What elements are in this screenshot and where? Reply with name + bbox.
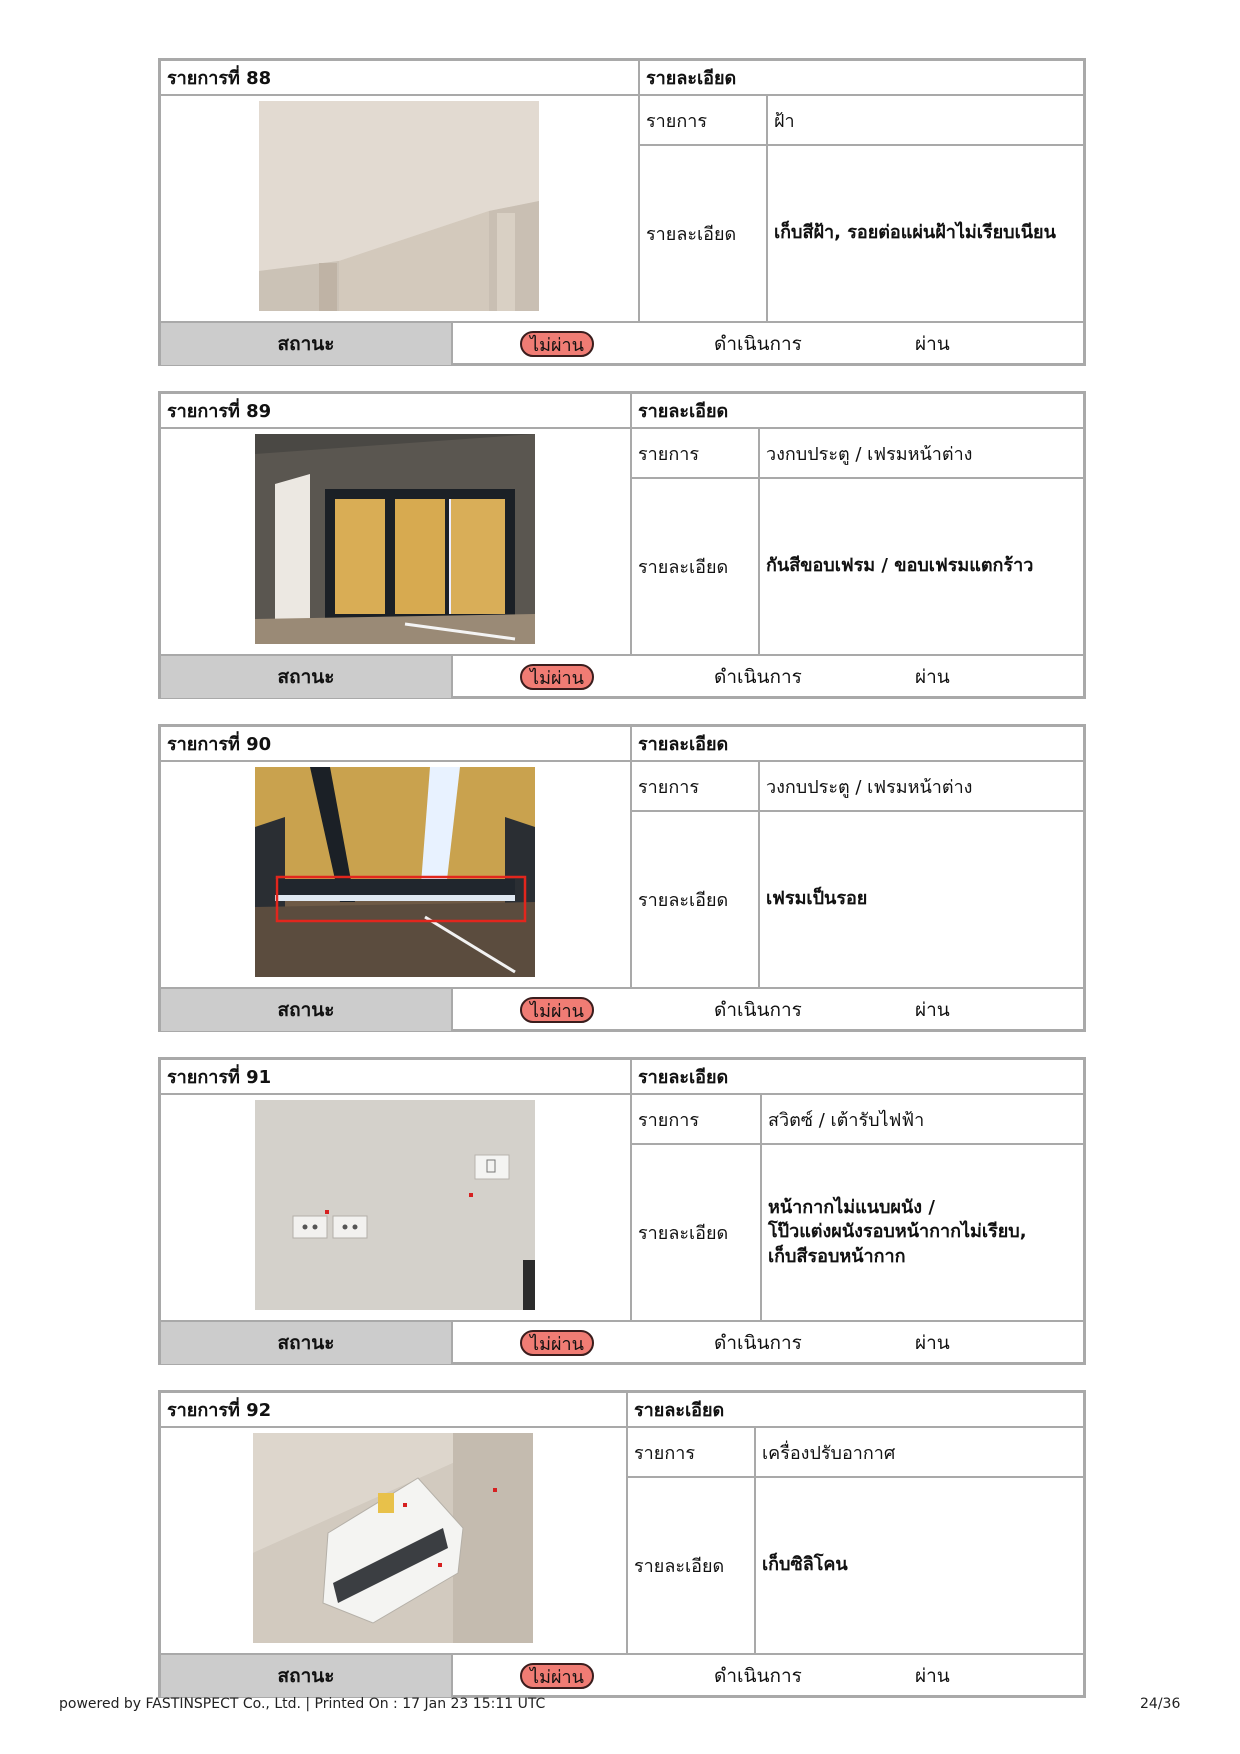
status-pass-option[interactable]: ผ่าน	[915, 1332, 950, 1354]
status-fail-badge[interactable]: ไม่ผ่าน	[520, 331, 594, 357]
item-value: ฝ้า	[766, 96, 1083, 146]
ceiling-corner-photo[interactable]	[259, 101, 539, 311]
photo-cell	[161, 1428, 626, 1653]
detail-value: เฟรมเป็นรอย	[758, 812, 1083, 987]
status-fail-badge[interactable]: ไม่ผ่าน	[520, 664, 594, 690]
detail-value: เก็บซิลิโคน	[754, 1478, 1083, 1653]
status-row	[161, 1320, 1083, 1364]
item-number: รายการที่ 90	[161, 727, 630, 762]
photo-cell	[161, 96, 638, 321]
item-number: รายการที่ 91	[161, 1060, 630, 1095]
detail-line: เก็บสีรอบหน้ากาก	[768, 1245, 906, 1267]
status-fail-badge[interactable]: ไม่ผ่าน	[520, 1663, 594, 1689]
item-number: รายการที่ 89	[161, 394, 630, 429]
window-sill-photo[interactable]	[255, 767, 535, 977]
window-frame-photo[interactable]	[255, 434, 535, 644]
status-in-progress-option[interactable]: ดำเนินการ	[714, 1332, 802, 1354]
inspection-card	[158, 391, 1086, 699]
detail-value: กันสีขอบเฟรม / ขอบเฟรมแตกร้าว	[758, 479, 1083, 654]
item-number: รายการที่ 92	[161, 1393, 626, 1428]
photo-cell	[161, 1095, 630, 1320]
item-value: วงกบประตู / เฟรมหน้าต่าง	[758, 429, 1083, 479]
status-label: สถานะ	[161, 1322, 453, 1364]
footer-printed-on: powered by FASTINSPECT Co., Ltd. | Printed On : 17 Jan 23 15:11 UTC	[59, 1696, 546, 1712]
detail-header: รายละเอียด	[630, 727, 1083, 762]
inspection-card	[158, 58, 1086, 366]
page-number: 24/36	[1140, 1696, 1181, 1712]
item-value: เครื่องปรับอากาศ	[754, 1428, 1083, 1478]
detail-value: เก็บสีฝ้า, รอยต่อแผ่นฝ้าไม่เรียบเนียน	[766, 146, 1083, 321]
air-conditioner-photo[interactable]	[253, 1433, 533, 1643]
status-label: สถานะ	[161, 1655, 453, 1697]
status-fail-badge[interactable]: ไม่ผ่าน	[520, 997, 594, 1023]
status-label: สถานะ	[161, 656, 453, 698]
detail-value	[760, 1145, 1083, 1320]
item-value: สวิตซ์ / เต้ารับไฟฟ้า	[760, 1095, 1083, 1145]
status-pass-option[interactable]: ผ่าน	[915, 1665, 950, 1687]
status-row	[161, 1653, 1083, 1697]
status-in-progress-option[interactable]: ดำเนินการ	[714, 333, 802, 355]
status-fail-badge[interactable]: ไม่ผ่าน	[520, 1330, 594, 1356]
detail-label: รายละเอียด	[630, 1145, 760, 1320]
status-pass-option[interactable]: ผ่าน	[915, 666, 950, 688]
inspection-card	[158, 1390, 1086, 1698]
detail-label: รายละเอียด	[626, 1478, 754, 1653]
detail-label: รายละเอียด	[630, 812, 758, 987]
status-in-progress-option[interactable]: ดำเนินการ	[714, 1665, 802, 1687]
item-label: รายการ	[630, 1095, 760, 1145]
detail-header: รายละเอียด	[630, 394, 1083, 429]
status-label: สถานะ	[161, 323, 453, 365]
wall-switch-photo[interactable]	[255, 1100, 535, 1310]
item-label: รายการ	[626, 1428, 754, 1478]
detail-label: รายละเอียด	[630, 479, 758, 654]
status-label: สถานะ	[161, 989, 453, 1031]
item-value: วงกบประตู / เฟรมหน้าต่าง	[758, 762, 1083, 812]
item-label: รายการ	[638, 96, 766, 146]
inspection-card	[158, 1057, 1086, 1365]
detail-header: รายละเอียด	[626, 1393, 1083, 1428]
status-row	[161, 321, 1083, 365]
detail-header: รายละเอียด	[630, 1060, 1083, 1095]
status-row	[161, 654, 1083, 698]
status-row	[161, 987, 1083, 1031]
status-pass-option[interactable]: ผ่าน	[915, 333, 950, 355]
detail-header: รายละเอียด	[638, 61, 1083, 96]
photo-cell	[161, 762, 630, 987]
item-number: รายการที่ 88	[161, 61, 638, 96]
status-in-progress-option[interactable]: ดำเนินการ	[714, 666, 802, 688]
status-in-progress-option[interactable]: ดำเนินการ	[714, 999, 802, 1021]
inspection-card	[158, 724, 1086, 1032]
photo-cell	[161, 429, 630, 654]
status-pass-option[interactable]: ผ่าน	[915, 999, 950, 1021]
detail-label: รายละเอียด	[638, 146, 766, 321]
detail-line: โป๊วแต่งผนังรอบหน้ากากไม่เรียบ,	[768, 1221, 1027, 1243]
item-label: รายการ	[630, 429, 758, 479]
detail-line: หน้ากากไม่แนบผนัง /	[768, 1197, 935, 1219]
item-label: รายการ	[630, 762, 758, 812]
